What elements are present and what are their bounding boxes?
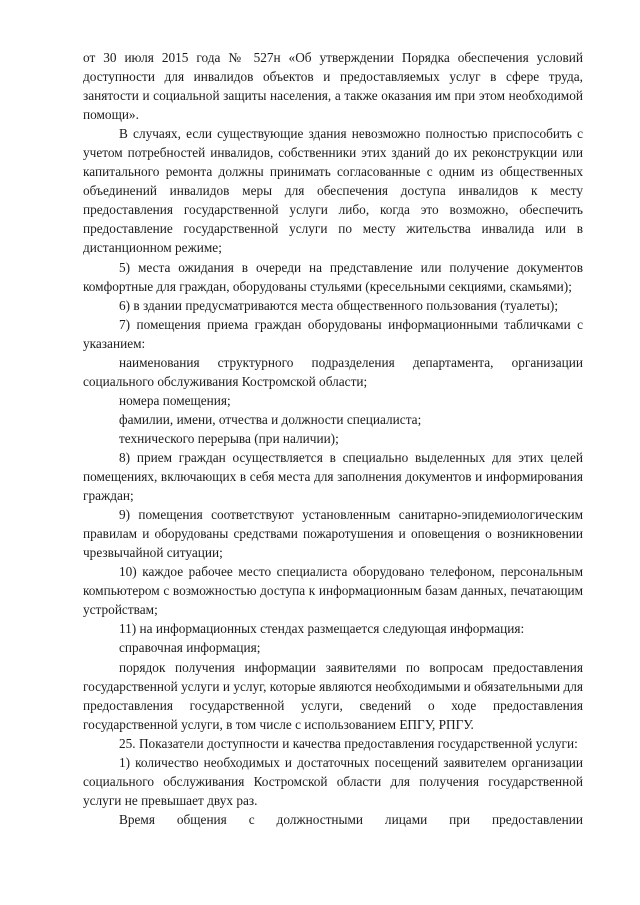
paragraph-section-25-item-1: 1) количество необходимых и достаточных посещений заявителем организации социального обслуживания Костромской области для получения государственной услуги не превышает двух раз. [83,754,583,808]
paragraph-item-9: 9) помещения соответствуют установленным санитарно-эпидемиологическим правилам и оборудованы средствами пожаротушения и оповещения о возникновении чрезвычайной ситуации; [83,507,583,561]
paragraph-item-10: 10) каждое рабочее место специалиста оборудовано телефоном, персональным компьютером с возможностью доступа к информационным базам данных, печатающим устройствам; [83,564,583,618]
paragraph-item-11-reference: справочная информация; [119,640,261,656]
paragraph-item-7-break: технического перерыва (при наличии); [119,430,339,446]
paragraph-section-25: 25. Показатели доступности и качества предоставления государственной услуги: [119,735,578,751]
paragraph-cases: В случаях, если существующие здания невозможно полностью приспособить с учетом потребностей инвалидов, собственники этих зданий до их реконструкции или капитального ремонта должны принимать согласованные с одним из общественных объединений инвалидов меры для обеспечения доступа инвалидов к месту предоставления государственной услуги либо, когда это возможно, обеспечить предоставление государственной услуги по месту жительства инвалида или в дистанционном режиме; [83,126,583,256]
paragraph-item-11: 11) на информационных стендах размещается следующая информация: [119,621,525,637]
paragraph-item-7-specialist: фамилии, имени, отчества и должности специалиста; [119,411,422,427]
paragraph-item-7-room: номера помещения; [119,392,231,408]
paragraph-item-11-procedure: порядок получения информации заявителями по вопросам предоставления государственной услуги и услуг, которые являются необходимыми и обязательными для предоставления государственной услуги, сведений о ходе предоставления государственной услуги, в том числе с использованием ЕПГУ, РПГУ. [83,659,583,732]
paragraph-item-5: 5) места ожидания в очереди на представление или получение документов комфортные для граждан, оборудованы стульями (кресельными секциями, скамьями); [83,259,583,294]
paragraph-intro: от 30 июля 2015 года № 527н «Об утверждении Порядка обеспечения условий доступности для инвалидов объектов и предоставляемых услуг в сфере труда, занятости и социальной защиты населения, а также оказания им при этом необходимой помощи». [83,50,583,123]
paragraph-item-7: 7) помещения приема граждан оборудованы информационными табличками с указанием: [83,316,583,351]
paragraph-time: Время общения с должностными лицами при предоставлении [119,811,583,827]
paragraph-item-7-name: наименования структурного подразделения департамента, организации социального обслуживания Костромской области; [83,354,583,389]
paragraph-item-6: 6) в здании предусматриваются места общественного пользования (туалеты); [119,297,559,313]
paragraph-item-8: 8) прием граждан осуществляется в специально выделенных для этих целей помещениях, включающих в себя места для заполнения документов и информирования граждан; [83,449,583,504]
